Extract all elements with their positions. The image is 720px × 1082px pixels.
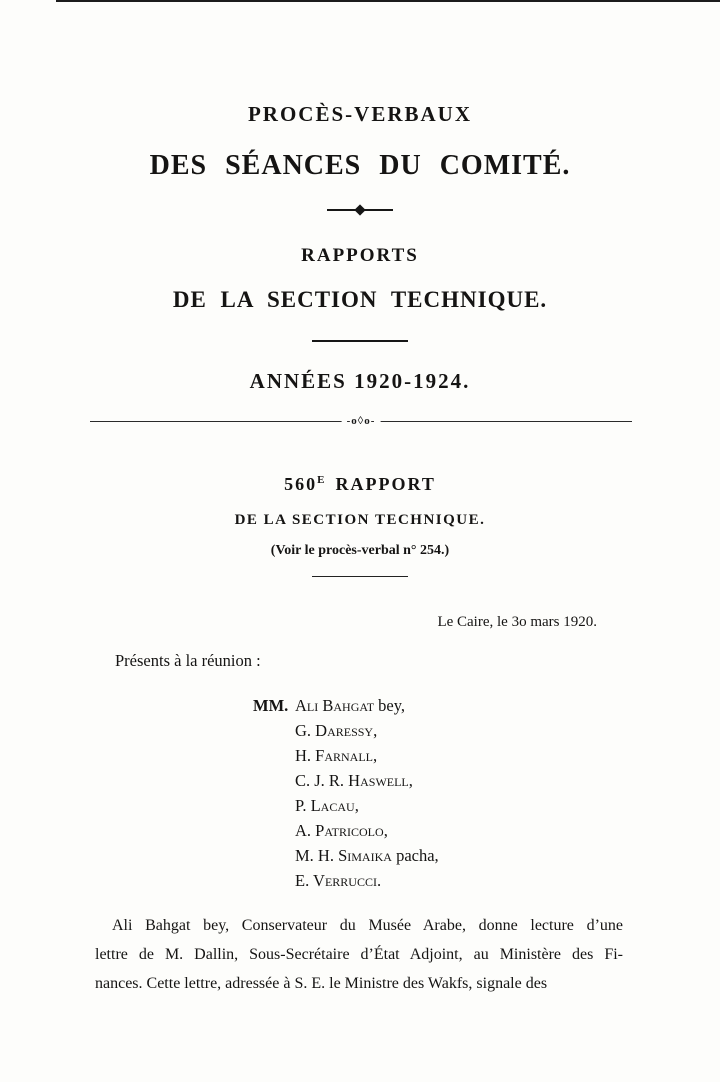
attendee-suffix: ,	[383, 821, 388, 841]
report-label: RAPPORT	[335, 473, 436, 494]
divider-diamond-icon	[354, 205, 365, 216]
dateline: Le Caire, le 3o mars 1920.	[437, 614, 597, 631]
attendee-suffix: pacha,	[391, 846, 439, 866]
attendee-suffix: .	[376, 871, 382, 891]
attendees-intro: Présents à la réunion :	[115, 651, 261, 671]
report-number-heading	[0, 474, 720, 495]
main-divider-ornament-icon: -o◊o-	[342, 415, 381, 428]
report-ordinal: E	[317, 473, 327, 486]
paragraph-line: nances. Cette lettre, adressée à S. E. le Ministre des Wakfs, signale des	[95, 975, 548, 993]
paragraph-line: Ali Bahgat bey, Conservateur du Musée Arabe, donne lecture d’une	[112, 917, 623, 935]
attendee-row	[253, 793, 720, 818]
report-reference: (Voir le procès-verbal n° 254.)	[270, 543, 450, 559]
attendee-suffix: ,	[373, 746, 378, 766]
attendee-row	[253, 693, 720, 718]
attendee-suffix: ,	[354, 796, 359, 816]
attendee-row	[253, 818, 720, 843]
attendee-name: P. Lacau	[295, 796, 355, 816]
doc-title-line2: DES SÉANCES DU COMITÉ.	[149, 150, 571, 182]
attendee-row	[253, 868, 720, 893]
years-heading: ANNÉES 1920-1924.	[249, 368, 471, 393]
main-divider	[90, 415, 632, 428]
title-divider-ornament	[327, 206, 393, 215]
attendee-row	[253, 768, 720, 793]
attendee-suffix: ,	[373, 721, 378, 741]
attendee-suffix: bey,	[374, 696, 406, 716]
attendee-name: H. Farnall	[295, 746, 374, 766]
attendee-row	[253, 843, 720, 868]
paragraph-line: lettre de M. Dallin, Sous-Secrétaire d’État Adjoint, au Ministère des Fi-	[95, 946, 623, 964]
attendee-name: E. Verrucci	[295, 871, 377, 891]
attendee-name: M. H. Simaika	[295, 846, 392, 866]
body-paragraph	[0, 911, 720, 998]
short-rule-2	[312, 576, 408, 577]
report-section-heading: DE LA SECTION TECHNIQUE.	[234, 512, 486, 529]
attendee-name: G. Daressy	[295, 721, 374, 741]
section-heading-rapports: RAPPORTS	[301, 245, 419, 267]
attendee-name: C. J. R. Haswell	[295, 771, 409, 791]
attendee-suffix: ,	[408, 771, 413, 791]
attendee-row	[253, 743, 720, 768]
attendee-name: Ali Bahgat	[295, 696, 375, 716]
doc-title-line1: PROCÈS-VERBAUX	[247, 102, 472, 126]
short-rule-1	[312, 340, 408, 342]
section-heading-technique: DE LA SECTION TECHNIQUE.	[172, 287, 548, 313]
scan-edge-artifact	[56, 0, 720, 2]
attendee-prefix: MM.	[253, 696, 289, 716]
attendees-list	[0, 693, 720, 893]
attendee-row	[253, 718, 720, 743]
report-number: 560	[284, 473, 318, 494]
attendee-name: A. Patricolo	[295, 821, 384, 841]
